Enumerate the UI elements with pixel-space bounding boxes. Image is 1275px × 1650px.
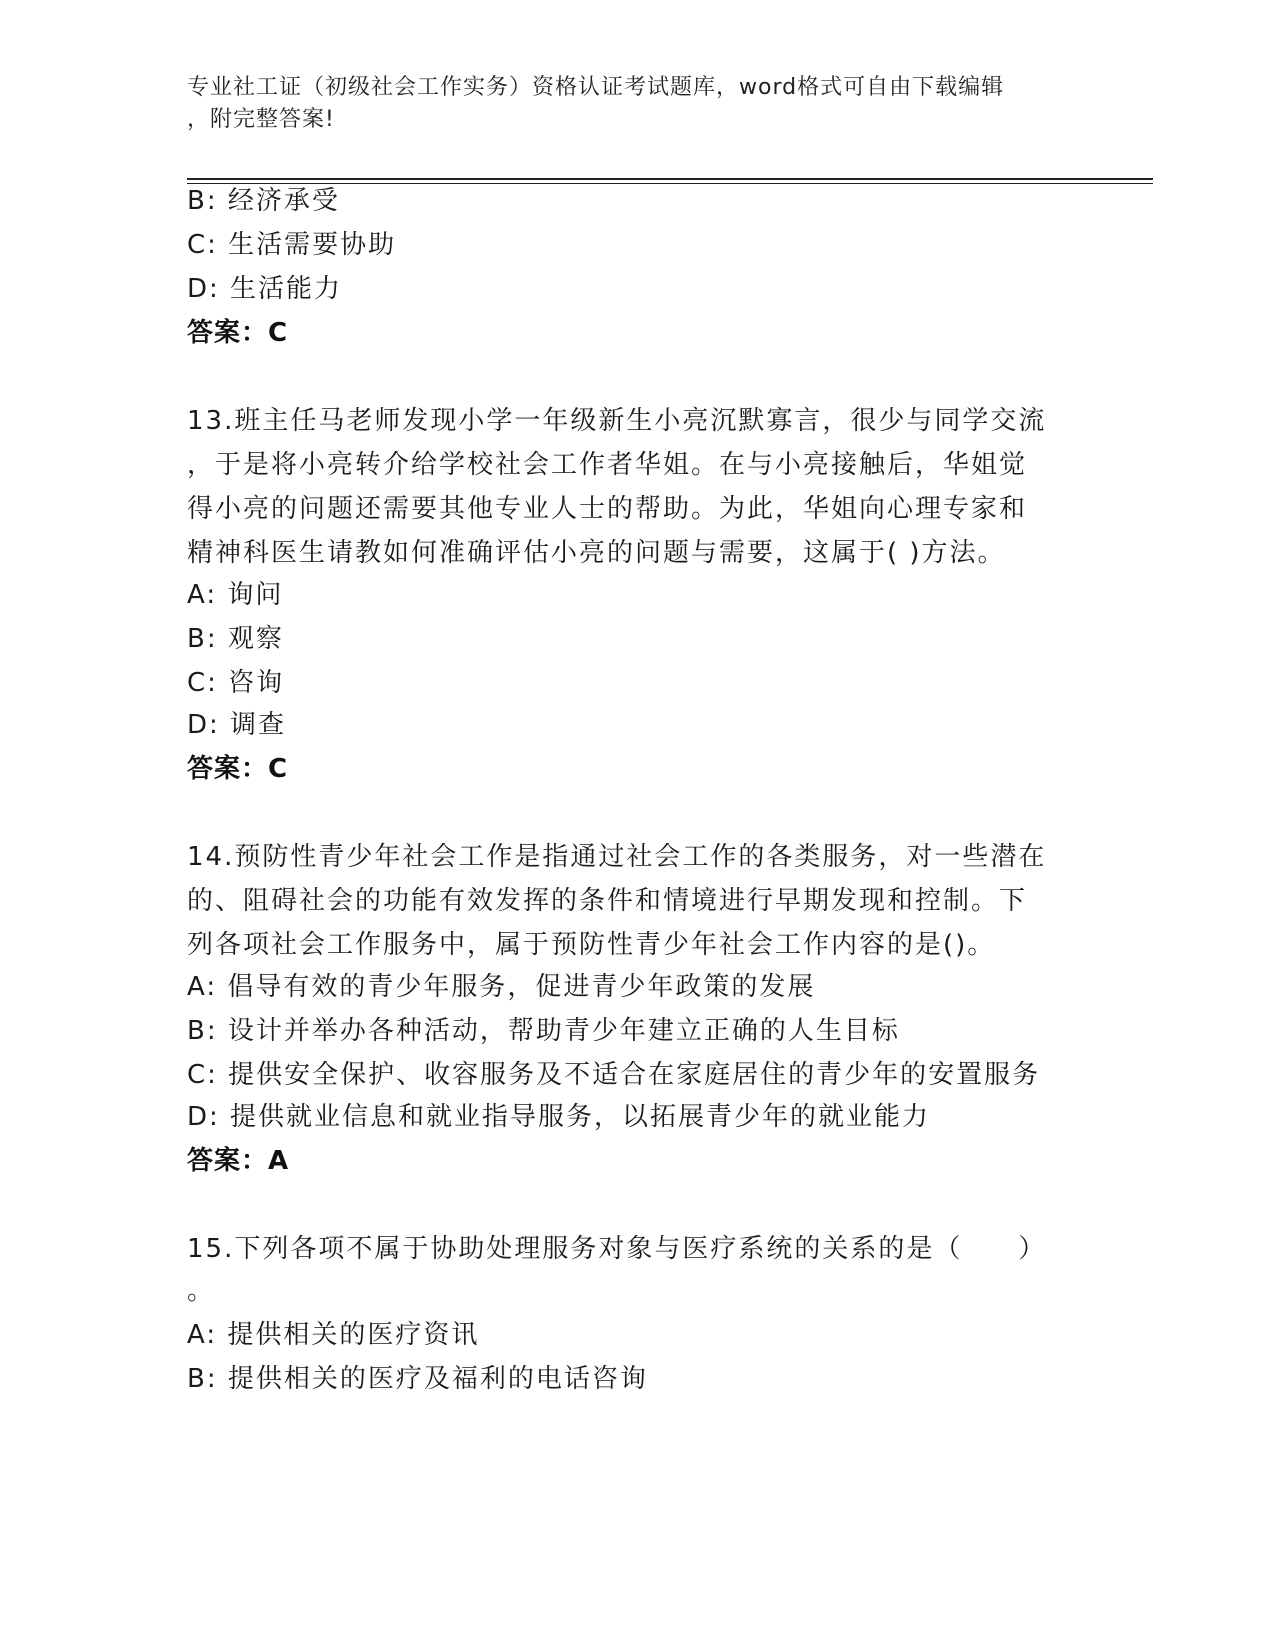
- header-title-line-1: 专业社工证（初级社会工作实务）资格认证考试题库，word格式可自由下载编辑: [187, 75, 1005, 100]
- q14-option-b: B: 设计并举办各种活动，帮助青少年建立正确的人生目标: [187, 1016, 900, 1046]
- q13-option-d: D: 调查: [187, 710, 287, 740]
- q12-option-c: C: 生活需要协助: [187, 230, 397, 260]
- q13-stem-line-2: ，于是将小亮转介给学校社会工作者华姐。在与小亮接触后，华姐觉: [187, 450, 1028, 480]
- q12-option-b: B: 经济承受: [187, 186, 340, 216]
- q15-option-b: B: 提供相关的医疗及福利的电话咨询: [187, 1364, 648, 1394]
- q14-answer: 答案：A: [187, 1146, 290, 1176]
- q15-stem-line-1: 15.下列各项不属于协助处理服务对象与医疗系统的关系的是（ ）: [187, 1234, 1047, 1264]
- q14-option-d: D: 提供就业信息和就业指导服务，以拓展青少年的就业能力: [187, 1102, 931, 1132]
- q12-answer: 答案：C: [187, 318, 289, 348]
- q14-option-a: A: 倡导有效的青少年服务，促进青少年政策的发展: [187, 972, 816, 1002]
- q13-stem-line-4: 精神科医生请教如何准确评估小亮的问题与需要，这属于( )方法。: [187, 538, 1006, 568]
- q14-option-c: C: 提供安全保护、收容服务及不适合在家庭居住的青少年的安置服务: [187, 1060, 1041, 1090]
- q12-option-d: D: 生活能力: [187, 274, 343, 304]
- q13-option-b: B: 观察: [187, 624, 284, 654]
- q15-option-a: A: 提供相关的医疗资讯: [187, 1320, 480, 1350]
- q14-stem-line-1: 14.预防性青少年社会工作是指通过社会工作的各类服务，对一些潜在: [187, 842, 1047, 872]
- q13-stem-line-1: 13.班主任马老师发现小学一年级新生小亮沉默寡言，很少与同学交流: [187, 406, 1047, 436]
- page-header: [187, 72, 1067, 136]
- q13-option-c: C: 咨询: [187, 668, 285, 698]
- q15-stem-line-2: 。: [187, 1276, 216, 1306]
- q13-answer: 答案：C: [187, 754, 289, 784]
- q14-stem-line-2: 的、阻碍社会的功能有效发挥的条件和情境进行早期发现和控制。下: [187, 886, 1028, 916]
- header-title-line-2: ，附完整答案!: [187, 107, 335, 132]
- q14-stem-line-3: 列各项社会工作服务中，属于预防性青少年社会工作内容的是()。: [187, 930, 996, 960]
- q13-stem-line-3: 得小亮的问题还需要其他专业人士的帮助。为此，华姐向心理专家和: [187, 494, 1028, 524]
- q13-option-a: A: 询问: [187, 580, 284, 610]
